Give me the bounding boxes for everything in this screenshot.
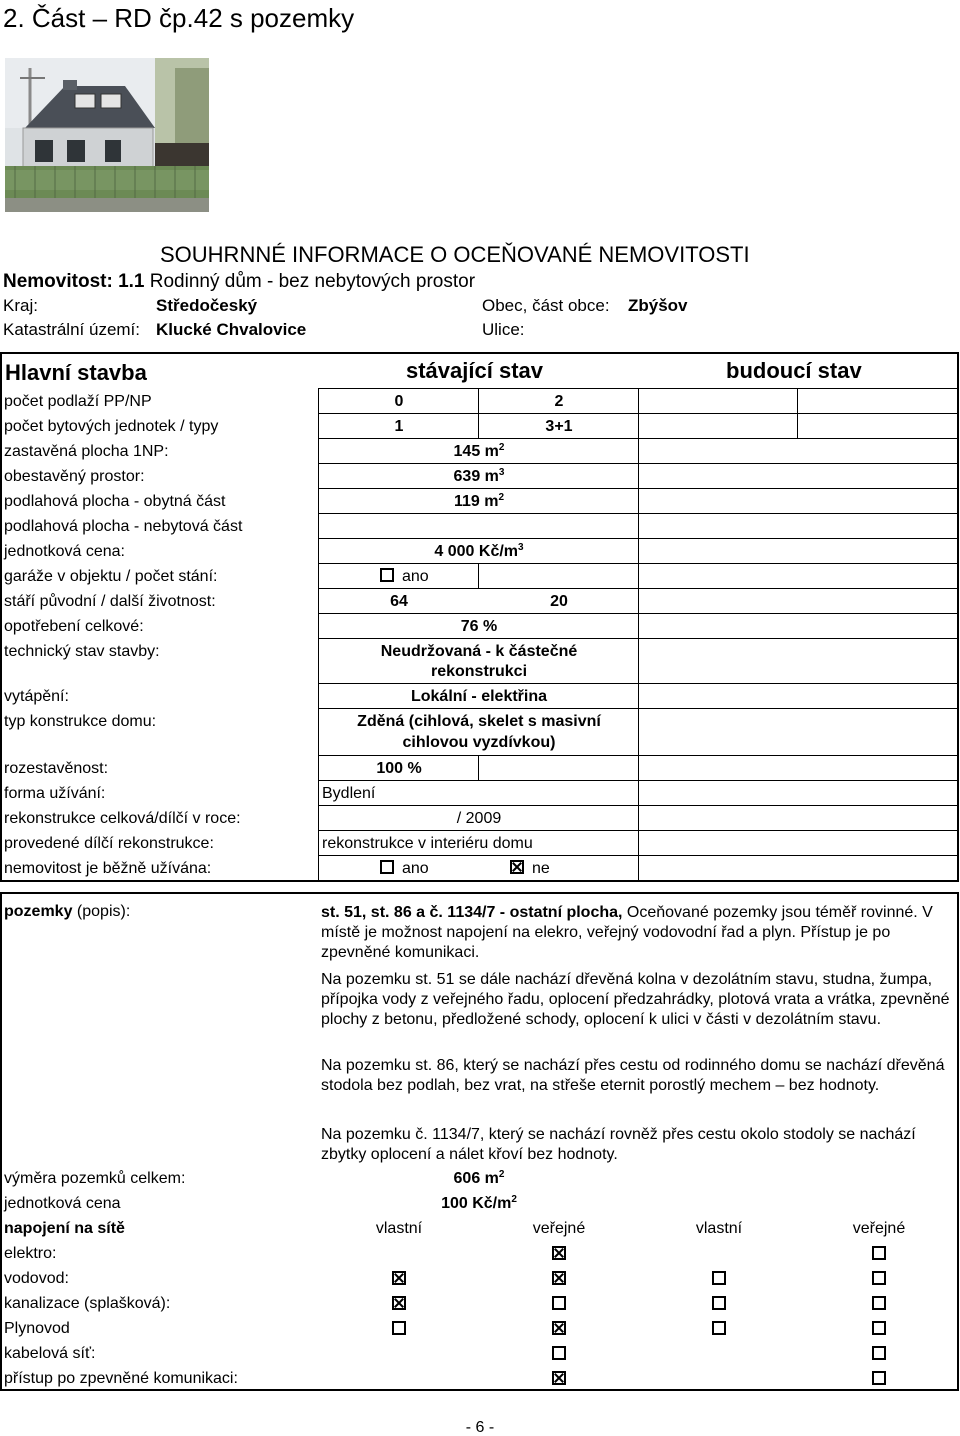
floors-pp: 0 — [394, 393, 404, 410]
living-area-label: podlahová plocha - obytná část — [4, 493, 226, 510]
kraj-label: Kraj: — [3, 296, 38, 315]
network-cell — [640, 1321, 798, 1339]
land-description-1: st. 51, st. 86 a č. 1134/7 - ostatní plocha, Oceňované pozemky jsou téměř rovinné. V místě je možnost napojení na elekro, veřejný vodovodní řad a plyn. Přístup je po zpevněné komunikaci. — [321, 904, 933, 961]
summary-title: SOUHRNNÉ INFORMACE O OCEŇOVANÉ NEMOVITOSTI — [160, 242, 750, 267]
network-row-label: Plynovod — [4, 1320, 70, 1337]
network-cell — [800, 1271, 958, 1289]
network-cell — [480, 1246, 638, 1264]
unit-price-value: 4 000 $Kč/m^3$ — [434, 542, 524, 560]
land-description-2: Na pozemku st. 51 se dále nachází dřevěná kolna v dezolátním stavu, studna, žumpa, přípojka vody z veřejného řadu, oplocení předzahrádky, plotová vrata a vrátka, zpevněné plochy z betonu, předložené schody, oplocení k ulici v části v dezolátním stavu. — [321, 971, 950, 1028]
checked-checkbox — [392, 1296, 406, 1310]
in-use-no: ne — [510, 860, 550, 878]
garage-checkbox — [380, 568, 394, 582]
reconstruction-value: / 2009 — [456, 810, 502, 827]
construction-label: typ konstrukce domu: — [4, 713, 157, 730]
network-cell — [800, 1371, 958, 1389]
network-row-label: přístup po zpevněné komunikaci: — [4, 1370, 238, 1387]
tech-state-value-2: rekonstrukci — [430, 663, 528, 680]
unchecked-checkbox — [712, 1321, 726, 1335]
network-cell — [640, 1271, 798, 1289]
property-label: Nemovitost: 1.1 — [3, 271, 145, 292]
heating-value: Lokální - elektřina — [410, 688, 548, 705]
ku-value: Klucké Chvalovice — [156, 320, 307, 339]
checked-checkbox — [552, 1371, 566, 1385]
construction-value-1: Zděná (cihlová, skelet s masivní — [357, 713, 601, 730]
age-label: stáří původní / další životnost: — [4, 593, 216, 610]
header-future: budoucí stav — [726, 358, 862, 383]
land-description-3: Na pozemku st. 86, který se nachází přes cestu od rodinného domu se nachází dřevěná stodola bez podlah, bez vrat, na střeše eternit porostlý mechem – bez hodnoty. — [321, 1057, 945, 1094]
network-cell — [800, 1296, 958, 1314]
network-cell — [480, 1296, 638, 1314]
header-current: stávající stav — [406, 358, 543, 383]
land-price-label: jednotková cena — [4, 1195, 121, 1212]
unchecked-checkbox — [552, 1346, 566, 1360]
units-type: 3+1 — [545, 418, 573, 435]
networks-col-own-current: vlastní — [375, 1220, 423, 1237]
checked-checkbox — [552, 1246, 566, 1260]
networks-col-public-current: veřejné — [532, 1220, 586, 1237]
network-cell — [800, 1346, 958, 1364]
page-number: - 6 - — [465, 1419, 495, 1436]
garage-option: ano — [380, 568, 429, 586]
volume-value: 639 $m^3$ — [453, 467, 505, 485]
house-photo — [5, 58, 209, 212]
partial-recon-label: provedené dílčí rekonstrukce: — [4, 835, 214, 852]
network-cell — [320, 1321, 478, 1339]
unchecked-checkbox — [552, 1296, 566, 1310]
checked-checkbox — [552, 1271, 566, 1285]
unchecked-checkbox — [392, 1321, 406, 1335]
floors-label: počet podlaží PP/NP — [4, 393, 152, 410]
in-use-yes-checkbox — [380, 860, 394, 874]
usage-label: forma užívání: — [4, 785, 106, 802]
network-cell — [480, 1321, 638, 1339]
unchecked-checkbox — [712, 1296, 726, 1310]
network-cell — [800, 1246, 958, 1264]
heating-label: vytápění: — [4, 688, 69, 705]
land-area-value: 606 $m^2$ — [453, 1169, 505, 1187]
checked-checkbox — [552, 1321, 566, 1335]
unchecked-checkbox — [872, 1371, 886, 1385]
unchecked-checkbox — [872, 1346, 886, 1360]
units-label: počet bytových jednotek / typy — [4, 418, 219, 435]
networks-col-public-future: veřejné — [852, 1220, 906, 1237]
network-row-label: kabelová síť: — [4, 1345, 96, 1362]
networks-header: napojení na sítě — [4, 1220, 125, 1237]
network-row-label: vodovod: — [4, 1270, 69, 1287]
network-cell — [320, 1271, 478, 1289]
age-original: 64 — [390, 593, 408, 610]
network-row-label: elektro: — [4, 1245, 57, 1262]
tech-state-label: technický stav stavby: — [4, 643, 160, 660]
nonres-area-label: podlahová plocha - nebytová část — [4, 518, 243, 535]
ulice-label: Ulice: — [482, 320, 525, 339]
network-cell — [800, 1321, 958, 1339]
unchecked-checkbox — [712, 1271, 726, 1285]
age-remaining: 20 — [550, 593, 568, 610]
networks-col-own-future: vlastní — [695, 1220, 743, 1237]
usage-value: Bydlení — [322, 785, 376, 802]
units-count: 1 — [394, 418, 404, 435]
property-line — [3, 271, 475, 293]
in-use-label: nemovitost je běžně užívána: — [4, 860, 212, 877]
construction-value-2: cihlovou vyzdívkou) — [402, 734, 556, 751]
network-cell — [480, 1271, 638, 1289]
built-area-value: 145 $m^2$ — [453, 442, 505, 460]
network-cell — [480, 1346, 638, 1364]
in-use-yes: ano — [380, 860, 429, 878]
page-title: 2. Část – RD čp.42 s pozemky — [3, 3, 355, 33]
in-use-no-checkbox — [510, 860, 524, 874]
unchecked-checkbox — [872, 1296, 886, 1310]
land-description-4: Na pozemku č. 1134/7, který se nachází rovněž přes cestu okolo stodoly se nachází zbytky oplocení a nálet křoví bez hodnoty. — [321, 1126, 916, 1163]
living-area-value: 119 $m^2$ — [453, 492, 505, 510]
header-main: Hlavní stavba — [5, 360, 147, 385]
unchecked-checkbox — [872, 1246, 886, 1260]
unchecked-checkbox — [872, 1271, 886, 1285]
network-cell — [640, 1296, 798, 1314]
wear-label: opotřebení celkové: — [4, 618, 144, 635]
land-price-value: 100 $Kč/m^2$ — [441, 1194, 517, 1212]
obec-value: Zbýšov — [628, 296, 688, 315]
property-value: Rodinný dům - bez nebytových prostor — [149, 271, 476, 292]
kraj-value: Středočeský — [156, 296, 258, 315]
house-photo-image — [5, 58, 209, 212]
volume-label: obestavěný prostor: — [4, 468, 145, 485]
land-area-label: výměra pozemků celkem: — [4, 1170, 186, 1187]
garage-label: garáže v objektu / počet stání: — [4, 568, 218, 585]
unchecked-checkbox — [872, 1321, 886, 1335]
network-cell — [480, 1371, 638, 1389]
unit-price-label: jednotková cena: — [4, 543, 125, 560]
completion-label: rozestavěnost: — [4, 760, 109, 777]
reconstruction-label: rekonstrukce celková/dílčí v roce: — [4, 810, 241, 827]
completion-value: 100 % — [376, 760, 422, 777]
tech-state-value-1: Neudržovaná - k částečné — [380, 643, 578, 660]
ku-label: Katastrální území: — [3, 320, 141, 339]
land-label: pozemky (popis): — [4, 903, 131, 920]
obec-label: Obec, část obce: — [482, 296, 610, 315]
wear-value: 76 % — [460, 618, 498, 635]
built-area-label: zastavěná plocha 1NP: — [4, 443, 169, 460]
floors-np: 2 — [554, 393, 564, 410]
partial-recon-value: rekonstrukce v interiéru domu — [322, 835, 533, 852]
checked-checkbox — [392, 1271, 406, 1285]
network-row-label: kanalizace (splašková): — [4, 1295, 171, 1312]
network-cell — [320, 1296, 478, 1314]
